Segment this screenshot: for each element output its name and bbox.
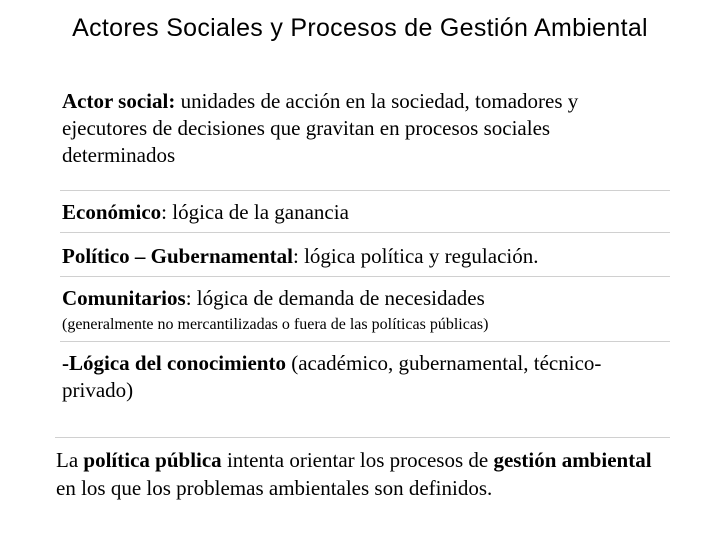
conclusion-text: en los que los problemas ambientales son definidos. bbox=[56, 476, 493, 500]
item-text: : lógica de demanda de necesidades bbox=[185, 286, 485, 310]
item-text: : lógica política y regulación. bbox=[292, 244, 539, 268]
conclusion-bold: política pública bbox=[83, 448, 222, 472]
item-term: Económico bbox=[62, 200, 162, 224]
conclusion-text: La bbox=[56, 448, 84, 472]
item-term: Político – Gubernamental bbox=[62, 244, 293, 268]
conclusion-text: intenta orientar los procesos de bbox=[221, 448, 494, 472]
item-term: -Lógica del conocimiento bbox=[62, 351, 286, 375]
item-term: Comunitarios bbox=[62, 286, 186, 310]
separator bbox=[55, 437, 670, 438]
definition-term: Actor social: bbox=[62, 89, 176, 113]
separator bbox=[60, 232, 670, 233]
conclusion-paragraph bbox=[56, 446, 676, 502]
conclusion-bold: gestión ambiental bbox=[493, 448, 652, 472]
item-comunitarios bbox=[62, 285, 682, 312]
separator bbox=[60, 190, 670, 191]
item-economico bbox=[62, 199, 682, 226]
item-politico bbox=[62, 243, 682, 270]
item-text: : lógica de la ganancia bbox=[161, 200, 349, 224]
separator bbox=[60, 341, 670, 342]
definition-text: unidades de acción en la sociedad, tomadores y ejecutores de decisiones que gravitan en procesos sociales determinados bbox=[62, 89, 579, 167]
slide-title: Actores Sociales y Procesos de Gestión Ambiental bbox=[72, 14, 648, 42]
actor-definition bbox=[62, 88, 662, 169]
item-conocimiento bbox=[62, 350, 622, 404]
item-text: (académico, gubernamental, técnico-privado) bbox=[62, 351, 602, 402]
separator bbox=[60, 276, 670, 277]
item-comunitarios-note: (generalmente no mercantilizadas o fuera de las políticas públicas) bbox=[62, 316, 489, 333]
